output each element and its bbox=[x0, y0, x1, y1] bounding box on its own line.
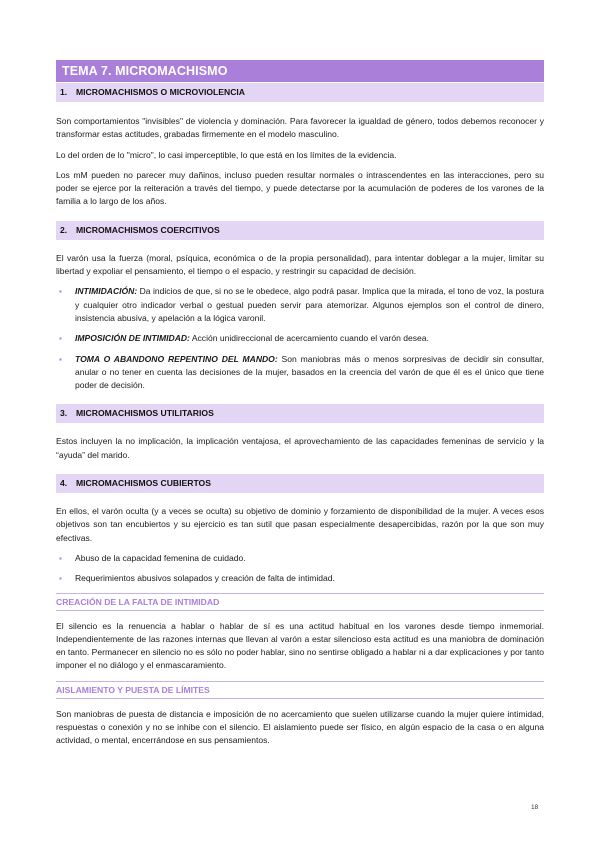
list-item bbox=[56, 353, 544, 393]
section-heading-2 bbox=[56, 221, 544, 240]
bullet-icon: ▪ bbox=[59, 287, 62, 297]
term: INTIMIDACIÓN: bbox=[75, 286, 138, 297]
bullet-icon: ▪ bbox=[59, 553, 62, 563]
paragraph: Son comportamientos "invisibles" de violencia y dominación. Para favorecer la igualdad de género, todos debemos reconocer y transformar estas actitudes, grabadas firmemente en el modelo masculino. bbox=[56, 116, 544, 140]
section-number: 1. bbox=[60, 87, 68, 97]
section-title: MICROMACHISMOS COERCITIVOS bbox=[76, 224, 220, 235]
term: IMPOSICIÓN DE INTIMIDAD: bbox=[75, 333, 190, 344]
list-item bbox=[56, 552, 544, 565]
chapter-title: TEMA 7. MICROMACHISMO bbox=[56, 60, 544, 82]
list-item-text: Requerimientos abusivos solapados y creación de falta de intimidad. bbox=[75, 573, 335, 584]
term: TOMA O ABANDONO REPENTINO DEL MANDO: bbox=[75, 353, 278, 364]
list-item-text: Abuso de la capacidad femenina de cuidado. bbox=[75, 552, 246, 563]
paragraph: Los mM pueden no parecer muy dañinos, incluso pueden resultar normales o intrascendentes en las interacciones, pero su poder se ejerce por la reiteración a través del tiempo, y puede detectarse por la acumulación de poderes de los varones de la familia a lo largo de los años. bbox=[56, 169, 544, 207]
section-number: 3. bbox=[60, 408, 68, 419]
paragraph: Lo del orden de lo "micro", lo casi imperceptible, lo que está en los límites de la evidencia. bbox=[56, 149, 397, 160]
list-item bbox=[56, 285, 544, 325]
section-heading-4 bbox=[56, 474, 544, 493]
section-title: MICROMACHISMOS CUBIERTOS bbox=[76, 478, 211, 489]
page-number: 18 bbox=[531, 804, 539, 811]
list-item bbox=[56, 332, 544, 345]
section-heading-1 bbox=[56, 83, 544, 102]
paragraph: En ellos, el varón oculta (y a veces se oculta) su objetivo de dominio y forzamiento de disponibilidad de la mujer. A veces esos objetivos son tan encubiertos y su ejercicio es tan sutil que pasan especialmente desapercibidas, razón por la que son muy efectivas. bbox=[56, 506, 544, 543]
definition: Acción unidireccional de acercamiento cuando el varón desea. bbox=[189, 333, 429, 344]
paragraph: El varón usa la fuerza (moral, psíquica, económica o de la propia personalidad), para intentar doblegar a la mujer, limitar su libertad y expoliar el pensamiento, el tiempo o el espacio, y restringir su capacidad de decisión. bbox=[56, 252, 544, 277]
section-heading-3 bbox=[56, 404, 544, 423]
list-item bbox=[56, 572, 544, 585]
definition: Da indicios de que, si no se le obedece, algo podrá pasar. Implica que la mirada, el tono de voz, la postura y cualquier otro indicador verbal o gestual pueden servir para atemorizar. Algunos ejemplos son el control de dinero, insistencia abusiva, y apelación a la lógica varonil. bbox=[75, 286, 544, 323]
section-number: 2. bbox=[60, 224, 68, 235]
bullet-icon: ▪ bbox=[59, 574, 62, 584]
section-title: MICROMACHISMOS O MICROVIOLENCIA bbox=[76, 87, 246, 97]
paragraph: Son maniobras de puesta de distancia e imposición de no acercamiento que suelen utilizarse cuando la mujer quiere intimidad, respuestas o conexión y no se inhibe con el silencio. El aislamiento puede ser físico, en algún espacio de la casa o en alguna actividad, o mental, encerrándose en sus pensamientos. bbox=[56, 708, 544, 746]
subsection-heading: AISLAMIENTO Y PUESTA DE LÍMITES bbox=[56, 681, 544, 699]
document-page bbox=[56, 60, 544, 748]
section-number: 4. bbox=[60, 478, 68, 489]
paragraph: Estos incluyen la no implicación, la implicación ventajosa, el aprovechamiento de las capacidades femeninas de servicio y la “ayuda” del marido. bbox=[56, 436, 544, 460]
bullet-icon: ▪ bbox=[59, 334, 62, 344]
subsection-heading: CREACIÓN DE LA FALTA DE INTIMIDAD bbox=[56, 593, 544, 611]
paragraph: El silencio es la renuencia a hablar o hablar de sí es una actitud habitual en los varones desde tiempo inmemorial. Independientemente de las razones internas que llevan al varón a estar silencioso esta actitud es una maniobra de dominación en tanto. Permanecer en silencio no es sólo no poder hablar, sino no sentirse obligado a hablar ni a dar explicaciones y por tanto imponer el no diálogo y el enmascaramiento. bbox=[56, 620, 544, 671]
section-title: MICROMACHISMOS UTILITARIOS bbox=[76, 408, 214, 419]
bullet-icon: ▪ bbox=[59, 354, 62, 364]
definition: Son maniobras más o menos sorpresivas de decidir sin consultar, anular o no tener en cuenta las decisiones de la mujer, basados en la creencia del varón de que él es el único que tiene poder de decisión. bbox=[75, 353, 544, 391]
